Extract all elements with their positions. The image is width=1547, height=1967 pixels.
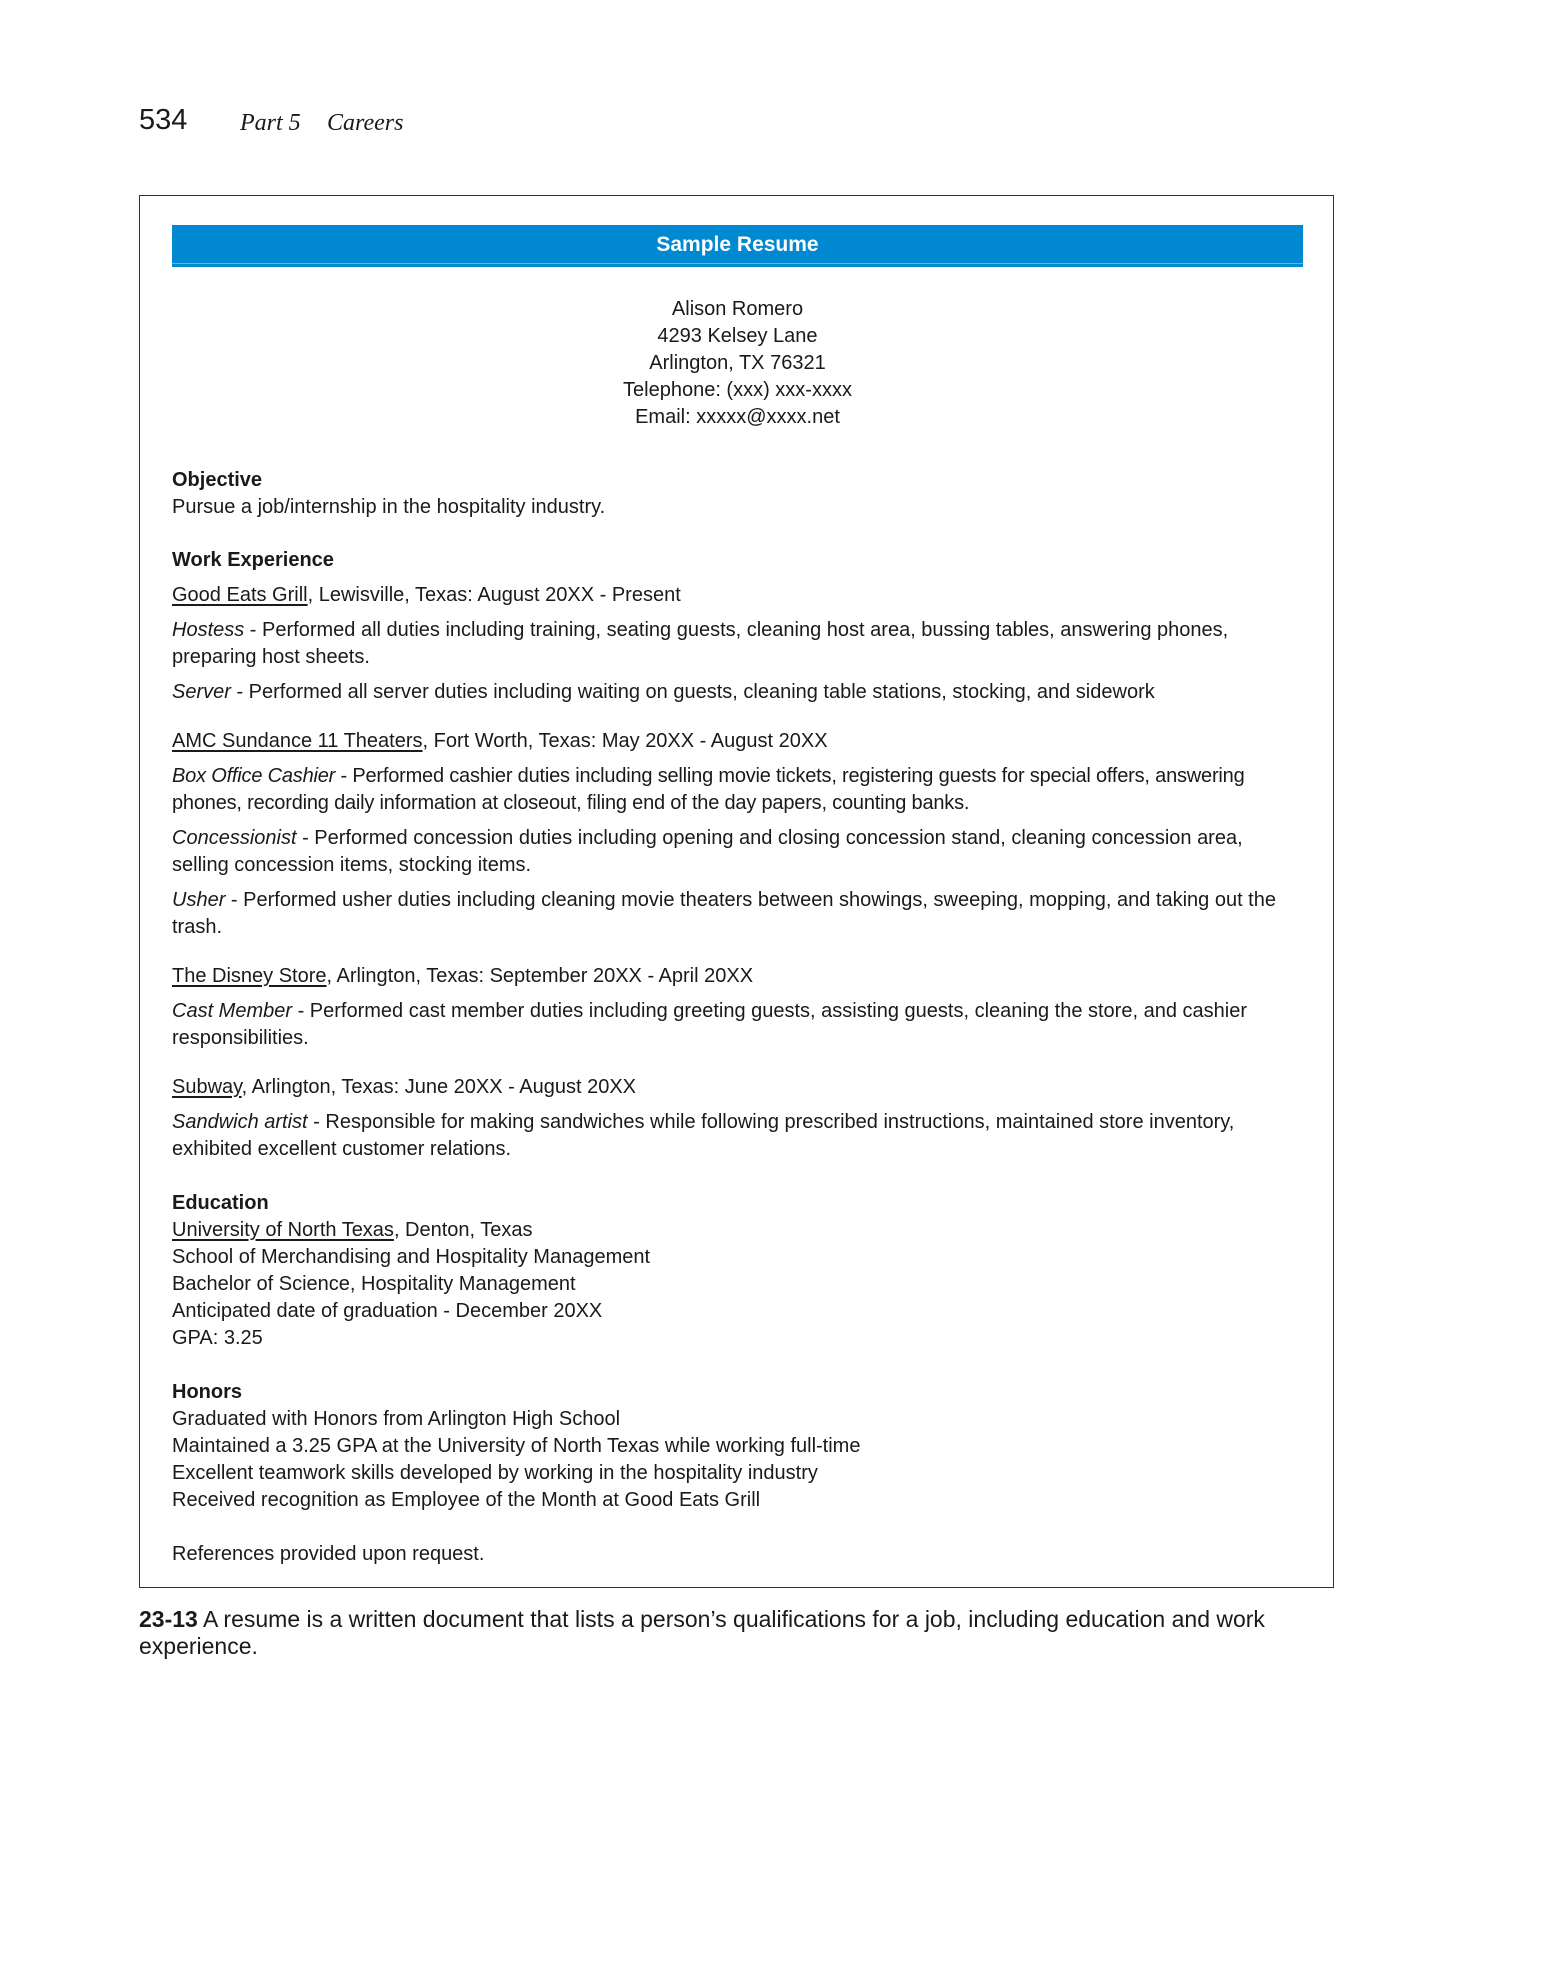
education-line: GPA: 3.25 xyxy=(172,1327,263,1349)
role-entry xyxy=(172,825,1303,879)
figure-number: 23-13 xyxy=(139,1606,198,1632)
role-entry xyxy=(172,617,1303,671)
employer-detail: , Arlington, Texas: June 20XX - August 20XX xyxy=(241,1076,636,1098)
employer-line xyxy=(172,728,1303,755)
honors-line: Maintained a 3.25 GPA at the University of North Texas while working full-time xyxy=(172,1435,861,1457)
contact-email: Email: xxxxx@xxxx.net xyxy=(635,406,840,428)
employer-name: The Disney Store xyxy=(172,965,327,987)
work-heading: Work Experience xyxy=(172,549,334,571)
role-description: - Performed cast member duties including greeting guests, assisting guests, cleaning the store, and cashier responsibilities. xyxy=(172,1000,1247,1049)
employer-detail: , Lewisville, Texas: August 20XX - Present xyxy=(307,584,681,606)
employer-name: AMC Sundance 11 Theaters xyxy=(172,730,423,752)
role-title: Server xyxy=(172,681,231,703)
role-description: - Performed all server duties including waiting on guests, cleaning table stations, stocking, and sidework xyxy=(230,681,1155,703)
education-heading: Education xyxy=(172,1192,269,1214)
employer-name: Subway xyxy=(172,1076,242,1098)
role-title: Box Office Cashier xyxy=(172,765,336,787)
role-entry xyxy=(172,679,1303,706)
employer-line xyxy=(172,582,1303,609)
role-description: - Performed concession duties including opening and closing concession stand, cleaning concession area, selling concession items, stocking items. xyxy=(172,827,1243,876)
role-entry xyxy=(172,1109,1303,1163)
employer-line xyxy=(172,1074,1303,1101)
work-section xyxy=(172,547,1303,1163)
resume-figure xyxy=(139,195,1334,1588)
role-description: - Performed all duties including training, seating guests, cleaning host area, bussing tables, answering phones, preparing host sheets. xyxy=(172,619,1229,668)
education-line: Bachelor of Science, Hospitality Management xyxy=(172,1273,576,1295)
references-note: References provided upon request. xyxy=(172,1543,485,1565)
education-line: Anticipated date of graduation - December 20XX xyxy=(172,1300,603,1322)
objective-section xyxy=(172,467,1303,521)
contact-phone: Telephone: (xxx) xxx-xxxx xyxy=(623,379,852,401)
honors-line: Excellent teamwork skills developed by working in the hospitality industry xyxy=(172,1462,818,1484)
education-section xyxy=(172,1190,1303,1352)
caption-text: A resume is a written document that lists a person’s qualifications for a job, including education and work experience. xyxy=(139,1606,1265,1659)
contact-city: Arlington, TX 76321 xyxy=(649,352,826,374)
role-title: Cast Member xyxy=(172,1000,293,1022)
role-title: Usher xyxy=(172,889,226,911)
objective-heading: Objective xyxy=(172,469,263,491)
role-title: Hostess xyxy=(172,619,245,641)
contact-street: 4293 Kelsey Lane xyxy=(657,325,818,347)
education-location: , Denton, Texas xyxy=(393,1219,533,1241)
employer-line xyxy=(172,963,1303,990)
role-entry xyxy=(172,998,1303,1052)
part-label: Part 5 xyxy=(240,110,301,136)
role-title: Concessionist xyxy=(172,827,297,849)
resume-banner: Sample Resume xyxy=(172,225,1303,267)
employer-detail: , Arlington, Texas: September 20XX - April 20XX xyxy=(326,965,754,987)
resume-content xyxy=(172,296,1303,1568)
role-description: - Performed usher duties including cleaning movie theaters between showings, sweeping, mopping, and taking out the trash. xyxy=(172,889,1276,938)
role-description: - Performed cashier duties including selling movie tickets, registering guests for special offers, answering phones, recording daily information at closeout, filing end of the day papers, counting banks. xyxy=(172,765,1245,814)
role-description: - Responsible for making sandwiches while following prescribed instructions, maintained store inventory, exhibited excellent customer relations. xyxy=(172,1111,1235,1160)
honors-section xyxy=(172,1379,1303,1514)
chapter-title: Careers xyxy=(327,110,404,136)
education-school: University of North Texas xyxy=(172,1219,394,1241)
objective-text: Pursue a job/internship in the hospitality industry. xyxy=(172,496,606,518)
figure-caption xyxy=(139,1606,1339,1660)
employer-name: Good Eats Grill xyxy=(172,584,308,606)
education-school-line xyxy=(172,1217,1303,1244)
role-entry xyxy=(172,887,1303,941)
role-title: Sandwich artist xyxy=(172,1111,308,1133)
honors-line: Graduated with Honors from Arlington High School xyxy=(172,1408,621,1430)
page-number: 534 xyxy=(139,104,188,136)
contact-name: Alison Romero xyxy=(671,298,804,320)
education-line: School of Merchandising and Hospitality Management xyxy=(172,1246,651,1268)
employer-detail: , Fort Worth, Texas: May 20XX - August 20XX xyxy=(422,730,828,752)
honors-line: Received recognition as Employee of the Month at Good Eats Grill xyxy=(172,1489,761,1511)
honors-heading: Honors xyxy=(172,1381,242,1403)
contact-block xyxy=(172,296,1303,431)
role-entry xyxy=(172,763,1303,817)
